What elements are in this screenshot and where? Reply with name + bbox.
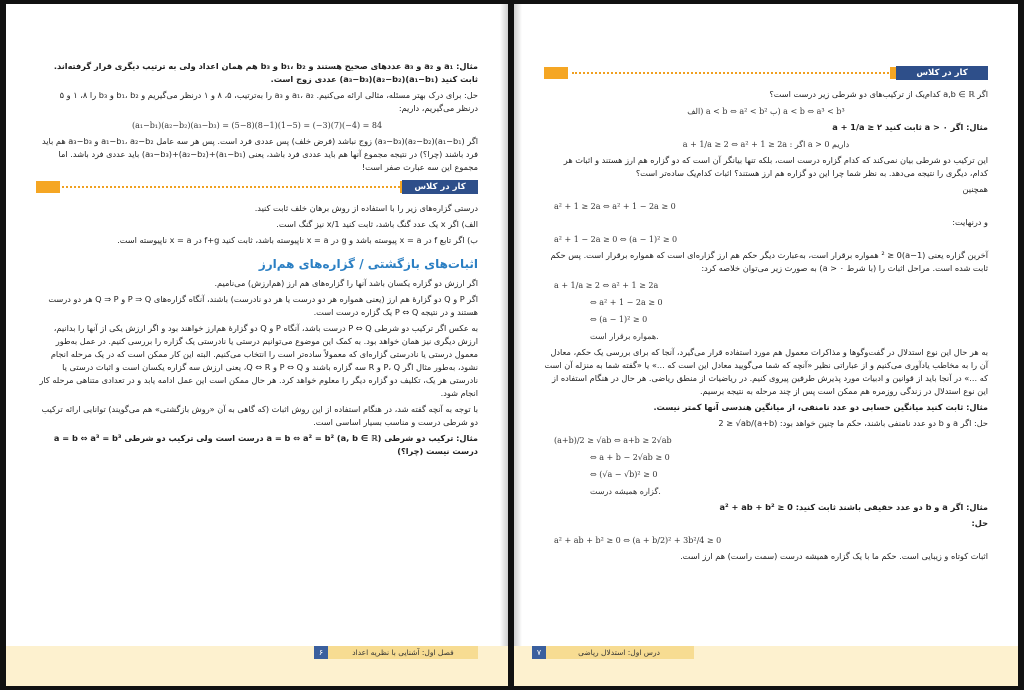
proof-text: اگر (a₁−b₁)(a₂−b₂)(a₃−b₃) زوج نباشد (فرض خلف) پس عددی فرد است. پس هر سه عامل a₁−b₁، a₂−b₂ و a₃−b₃ هم باید فرد باشند (چرا؟) در نتیجه مجموع آنها هم باید عددی فرد باشد، یعنی (a₁−b₁)+(a₂−b₂)+(a₃−b₃) باید عددی فرد باشد. اما مجموع این سه عبارت صفر است! [41, 136, 478, 172]
chain-step: a + 1/a ≥ 2 ⇔ a² + 1 ≥ 2a [554, 281, 659, 290]
paragraph: اگر ارزش دو گزاره یکسان باشد آنها را گزاره‌های هم ارز (هم‌ارزش) می‌نامیم. [214, 278, 478, 288]
solution-text: حل: اگر a و b دو عدد نامنفی باشند، حکم ما چنین خواهد بود: (a+b)/2 ≥ √ab [718, 418, 988, 428]
example-statement: مثال: a₁ و a₂ و a₃ عددهای صحیح هستند و b₁، b₂ و b₃ هم همان اعداد ولی به ترتیب دیگری قرار گرفته‌اند. ثابت کنید (a₁−b₁)(a₂−b₂)(a₃−b₃) عددی زوج است. [53, 61, 478, 84]
label-also: همچنین [962, 184, 988, 194]
example-statement: مثال: اگر a و b دو عدد حقیقی باشند ثابت کنید: a² + ab + b² ≥ 0 [719, 502, 988, 512]
example-statement: مثال: ثابت کنید میانگین حسابی دو عدد نامنفی، از میانگین هندسی آنها کمتر نیست. [653, 402, 988, 412]
chain-step: ⇔ a + b − 2√ab ≥ 0 [590, 453, 670, 462]
left-page [6, 4, 508, 686]
paragraph: به هر حال این نوع استدلال در گفت‌وگوها و مذاکرات معمول هم مورد استفاده قرار می‌گیرد، آنجا که برای بررسی یک حکم، معادل آن را به مخاطب یادآوری می‌کنیم و از عباراتی نظیر «آنچه که شما می‌گویید معادل این است که ...» یا «گفته شما به منزله آن است که ...» در آنجا باید از قوانین و ادبیات مورد پذیرش طرفین پیروی کنیم. در ریاضیات از منطق ریاضی. هر حال در هنگام استفاده از این نوع استدلال در زندگی روزمره هم ممکن است پس از چند مرحله به نتیجه برسیم. [544, 347, 988, 396]
paragraph: به عکس اگر ترکیب دو شرطی P ⇔ Q درست باشد، آنگاه P و Q دو گزارهٔ هم‌ارز خواهند بود و اگر ارزش یکی از آنها را بدانیم، ارزش دیگری نیز همان خواهد بود. به کمک این موضوع می‌توانیم درستی یا نادرستی یک گزاره را بررسی کنیم. در عمل به‌طور معمول درستی یا نادرستی گزاره‌ای که معمولاً ساده‌تر است را انتخاب می‌کنیم. البته این کار ممکن است که در یک مرحله انجام نشود، به‌طور مثال اگر P، Q و R سه گزاره باشند و P ⇔ Q و Q ⇔ R، یعنی ارزش سه گزاره یکسان است و اثبات درستی یا نادرستی هر یک، تکلیف دو گزاره دیگر را معلوم خواهد کرد. هر حال ممکن است این عمل ادامه یابد و در تعدادی متناهی مرحله کار انجام شود. [39, 323, 478, 398]
equation: a² + 1 ≥ 2a ⇔ a² + 1 − 2a ≥ 0 [554, 202, 676, 211]
question-intro: اگر a,b ∈ ℝ کدام‌یک از ترکیب‌های دو شرطی زیر درست است؟ [769, 89, 988, 99]
page-number: ۷ [532, 646, 546, 659]
classwork-label: کار در کلاس [402, 180, 478, 194]
section-title: اثبات‌های بازگشتی / گزاره‌های هم‌ارز [258, 257, 478, 271]
question-options: الف) a < b ⇔ a² < b² ب) a < b ⇔ a³ < b³ [687, 107, 845, 116]
right-page [514, 4, 1018, 686]
equation: a + 1/a ≥ 2 ⇔ a² + 1 ≥ 2a : اگر a > 0 داریم [682, 140, 850, 149]
example-statement: مثال: اگر a > ۰ ثابت کنید a + 1/a ≥ ۲ [832, 122, 988, 132]
page-gutter-shadow [500, 4, 508, 686]
label-finally: و درنهایت: [952, 217, 988, 227]
page-number: ۶ [314, 646, 328, 659]
chain-step: ⇔ (√a − √b)² ≥ 0 [590, 470, 658, 479]
chain-step: (a+b)/2 ≥ √ab ⇔ a+b ≥ 2√ab [554, 436, 672, 445]
paragraph: آخرین گزاره یعنی (a−1)² ≥ 0 همواره برقرار است، به‌عبارت دیگر حکم هم ارز گزاره‌ای است که همواره برقرار است. پس حکم ثابت شده است. مراحل اثبات را (با شرط a > ۰) به صورت زیر می‌توان خلاصه کرد: [550, 250, 988, 273]
chain-step: ⇔ a² + 1 − 2a ≥ 0 [590, 298, 663, 307]
classwork-banner [544, 66, 988, 80]
classwork-item-a: الف) اگر x یک عدد گنگ باشد، ثابت کنید 1/x نیز گنگ است. [276, 219, 478, 229]
paragraph: با توجه به آنچه گفته شد، در هنگام استفاده از این روش اثبات (که گاهی به آن «روش بازگشتی» هم می‌گویند) توانایی ارائه ترکیب دو شرطی درست و مناسب بسیار اساسی است. [41, 404, 478, 427]
page-gutter-shadow [514, 4, 522, 686]
chain-step: همواره برقرار است. [590, 332, 659, 341]
solution-text: حل: برای درک بهتر مسئله، مثالی ارائه می‌کنیم. a₁، a₂ و a₃ را به‌ترتیب، ۵، ۸ و ۱ درنظر می‌گیریم و b₁، b₂ و b₃ را ۸، ۱ و ۵ درنظر می‌گیریم، داریم: [59, 90, 478, 113]
paragraph: این ترکیب دو شرطی بیان نمی‌کند که کدام گزاره درست است، بلکه تنها بیانگر آن است که دو گزاره هم ارز هستند و اثبات هر کدام، دیگری را نتیجه می‌دهد. به نظر شما چرا این دو گزاره هم ارز هستند؟ اثبات کدام‌یک ساده‌تر است؟ [563, 155, 988, 178]
classwork-item-b: ب) اگر تابع f در x = a پیوسته باشد و g در x = a ناپیوسته باشد، ثابت کنید f+g در x = a ناپیوسته است. [117, 235, 478, 245]
chain-step: ⇔ (a − 1)² ≥ 0 [590, 315, 648, 324]
closing-text: اثبات کوتاه و زیبایی است. حکم ما با یک گزاره همیشه درست (سمت راست) هم ارز است. [680, 551, 988, 561]
banner-dotted-line [572, 72, 892, 74]
banner-dotted-line [62, 186, 400, 188]
banner-cap [36, 181, 60, 193]
footer-chapter-title: فصل اول: آشنایی با نظریه اعداد [328, 646, 478, 659]
solution-label: حل: [971, 518, 988, 528]
paragraph: اگر P و Q دو گزارهٔ هم ارز (یعنی همواره هر دو درست یا هر دو نادرست) باشند، آنگاه گزاره‌های P ⇒ Q و Q ⇒ P هر دو درست هستند و در نتیجه P ⇔ Q یک گزاره درست است. [48, 294, 478, 317]
banner-cap [544, 67, 568, 79]
equation: a² + 1 − 2a ≥ 0 ⇔ (a − 1)² ≥ 0 [554, 235, 678, 244]
right-page-content [544, 66, 988, 638]
classwork-intro: درستی گزاره‌های زیر را با استفاده از روش برهان خلف ثابت کنید. [254, 203, 478, 213]
classwork-label: کار در کلاس [896, 66, 988, 80]
proof-chain [544, 433, 988, 499]
equation: a² + ab + b² ≥ 0 ⇔ (a + b/2)² + 3b²/4 ≥ 0 [554, 536, 722, 545]
page-footer [514, 646, 1018, 686]
classwork-banner [36, 180, 478, 194]
footer-chapter-title: درس اول: استدلال ریاضی [544, 646, 694, 659]
proof-chain [544, 278, 988, 344]
example-statement: مثال: ترکیب دو شرطی a = b ⇔ a² = b² (a, b ∈ ℝ) درست است ولی ترکیب دو شرطی a = b ⇔ a³ = b³ درست نیست (چرا؟) [53, 433, 478, 456]
left-page-content [36, 60, 478, 638]
chain-step: گزاره همیشه درست. [590, 487, 661, 496]
page-footer [6, 646, 508, 686]
equation: (a₁−b₁)(a₂−b₂)(a₃−b₃) = (5−8)(8−1)(1−5) = (−3)(7)(−4) = 84 [131, 121, 383, 130]
